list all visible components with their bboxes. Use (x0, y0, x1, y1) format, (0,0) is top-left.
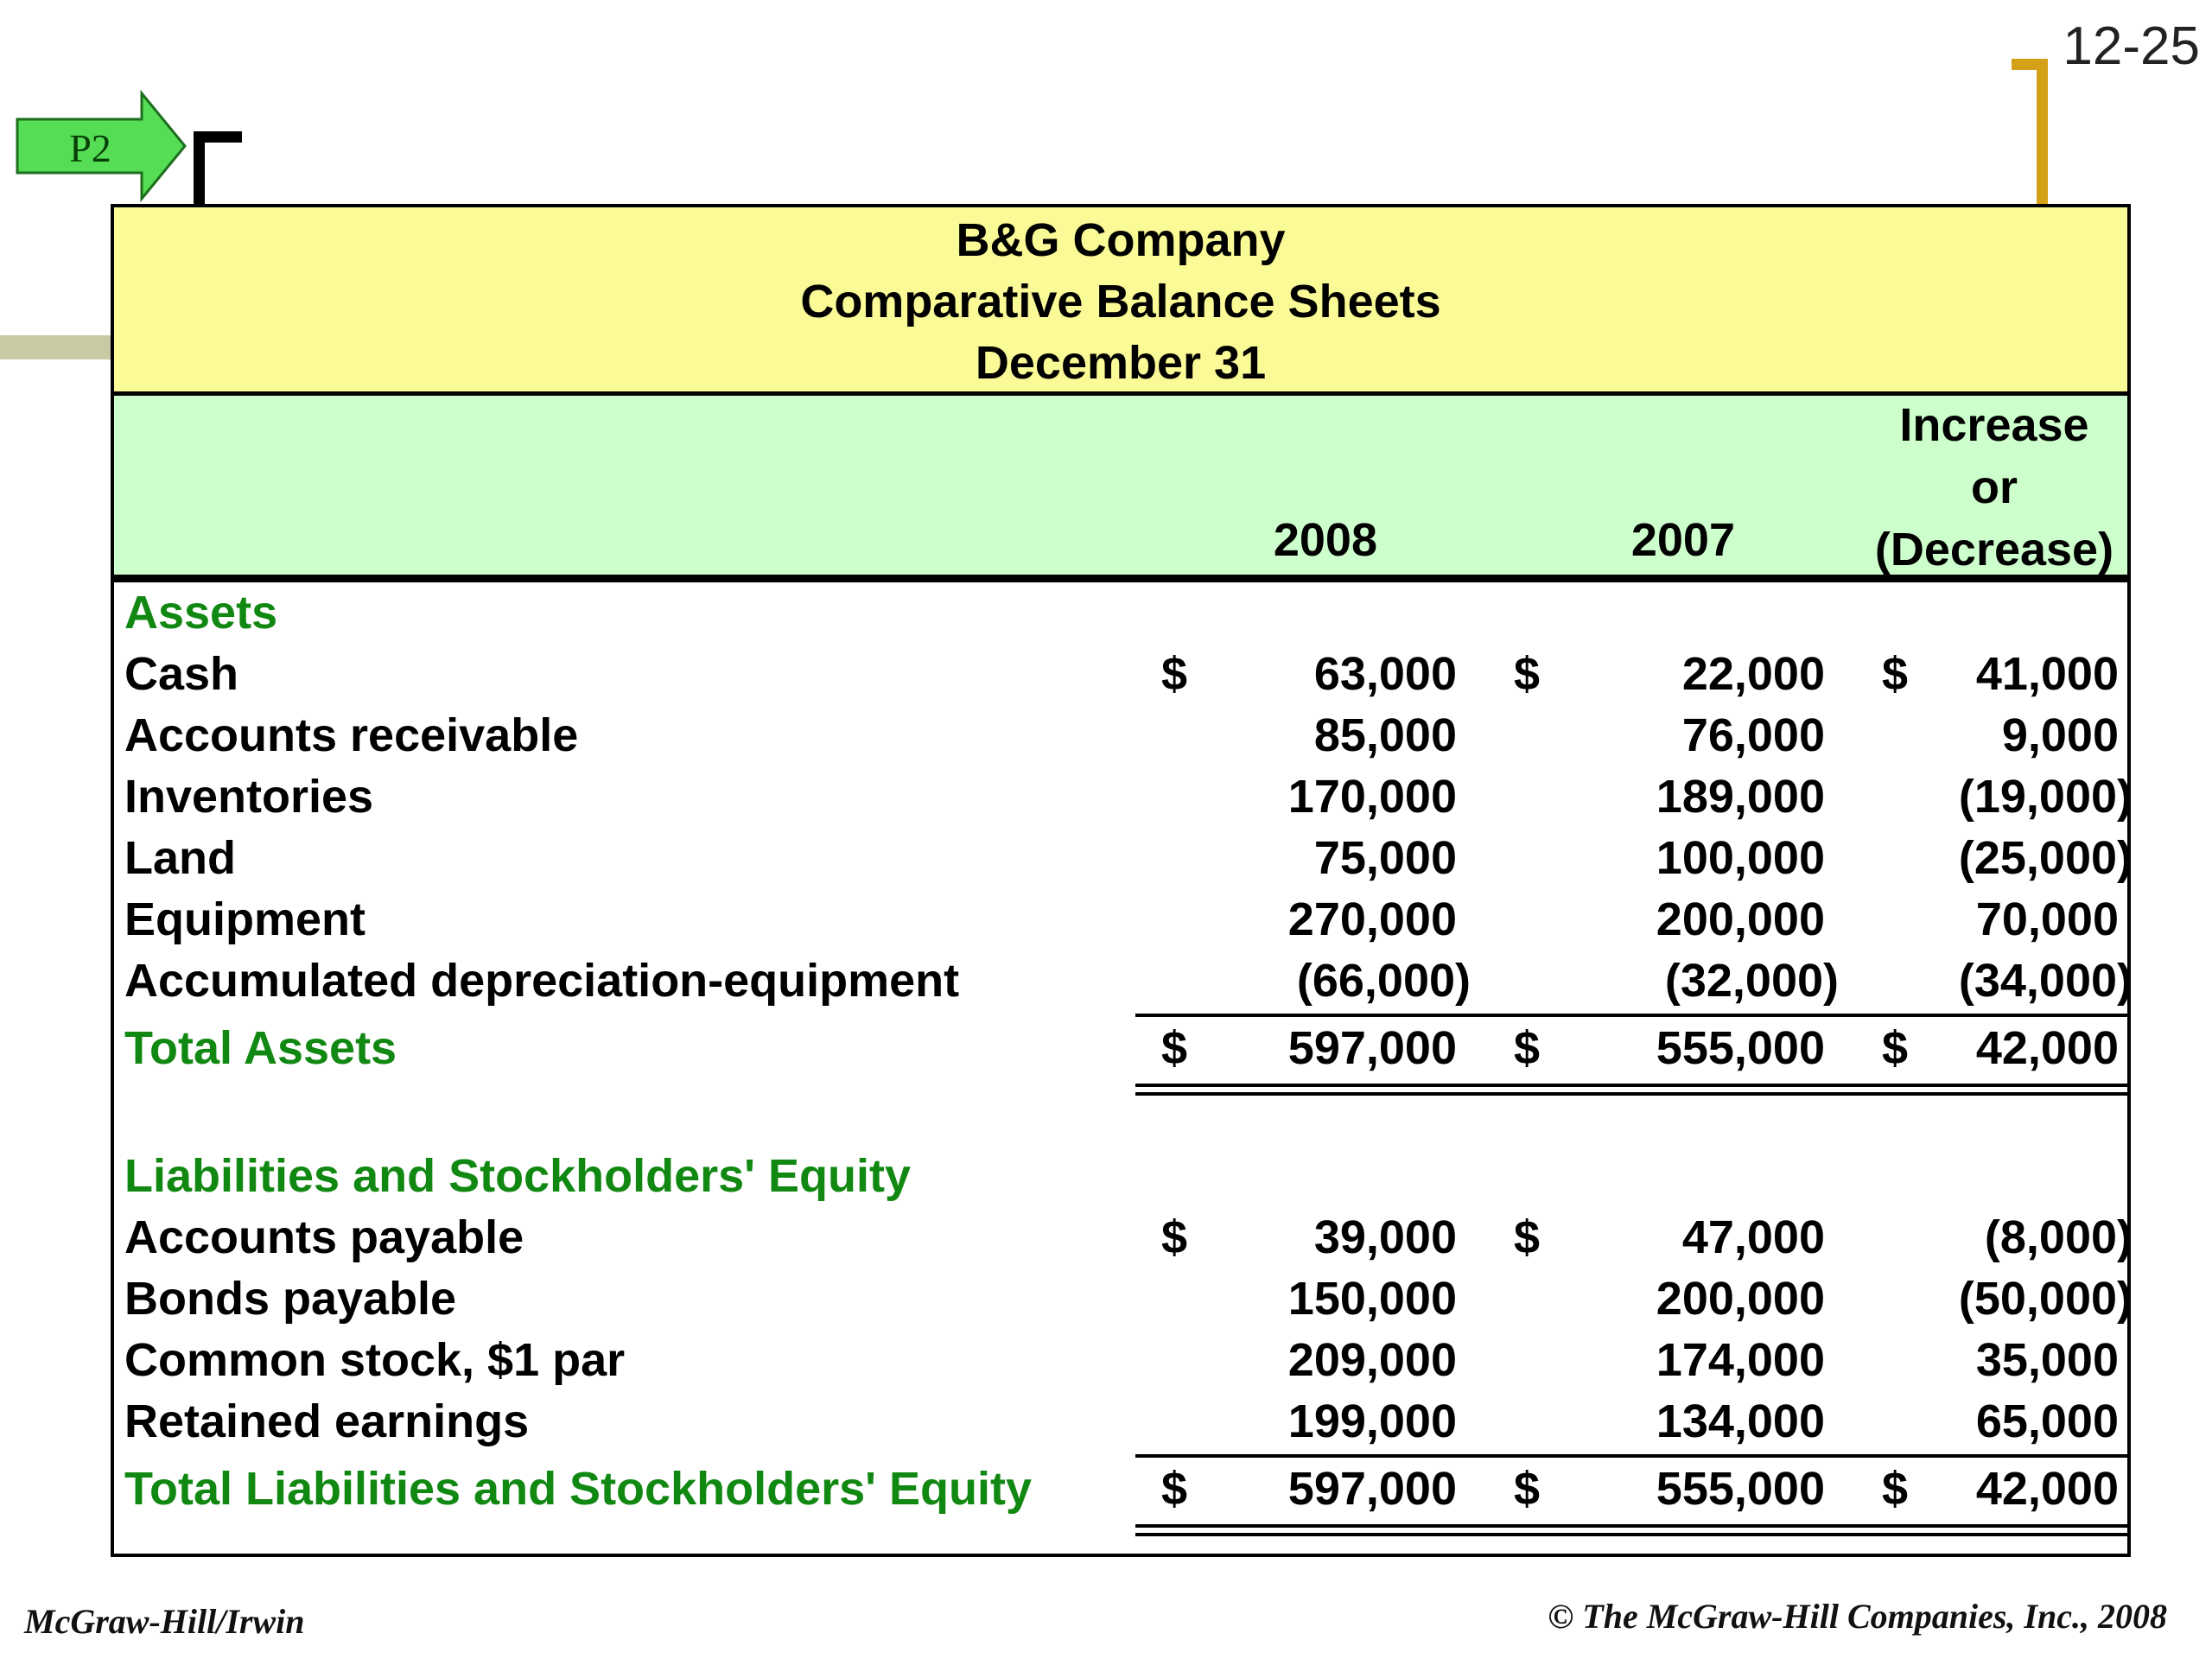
value-2007: 200,000 (1656, 1273, 1825, 1325)
table-row (114, 889, 2127, 950)
currency-symbol: $ (1514, 1211, 1541, 1263)
learning-objective-tag: P2 (69, 126, 111, 170)
value-2007: 200,000 (1656, 893, 1825, 945)
value-change: 35,000 (1975, 1334, 2119, 1386)
table-row (114, 1391, 2127, 1452)
value-change: (25,000) (1958, 832, 2133, 884)
value-2007: 76,000 (1681, 709, 1825, 761)
value-2007: 174,000 (1656, 1334, 1825, 1386)
company-name: B&G Company (956, 214, 1286, 266)
value-change: 41,000 (1975, 648, 2119, 700)
decorative-gold-bracket (2012, 59, 2048, 204)
statement-date: December 31 (975, 337, 1267, 389)
value-change: (19,000) (1958, 771, 2133, 823)
double-rule-bottom (1135, 1092, 2127, 1096)
subtotal-rule (1135, 1014, 2127, 1017)
value-2008: 85,000 (1313, 709, 1457, 761)
value-2007: 47,000 (1681, 1211, 1825, 1263)
row-label: Common stock, $1 par (124, 1334, 626, 1386)
table-row (114, 766, 2133, 828)
change-header-line1: Increase (1899, 399, 2089, 451)
row-label: Total Liabilities and Stockholders' Equity (124, 1463, 1032, 1515)
total-liabilities-row (114, 1459, 2127, 1520)
decorative-side-bar (0, 335, 114, 359)
value-2008: 39,000 (1313, 1211, 1457, 1263)
currency-symbol: $ (1161, 648, 1188, 700)
value-2007: 189,000 (1656, 771, 1825, 823)
value-2007: 555,000 (1656, 1022, 1825, 1074)
row-label: Bonds payable (124, 1273, 457, 1325)
table-row (114, 1207, 2133, 1268)
slide-number: 12-25 (2063, 16, 2200, 76)
value-2008: 199,000 (1287, 1395, 1457, 1447)
currency-symbol: $ (1882, 1463, 1909, 1515)
copyright-footer: © The McGraw-Hill Companies, Inc., 2008 (1548, 1597, 2167, 1636)
section-heading: Liabilities and Stockholders' Equity (124, 1150, 912, 1202)
table-row (114, 950, 2133, 1012)
statement-name: Comparative Balance Sheets (800, 276, 1441, 327)
currency-symbol: $ (1514, 1022, 1541, 1074)
table-row (114, 644, 2127, 705)
table-row (114, 828, 2133, 889)
value-change: 9,000 (2001, 709, 2119, 761)
row-label: Cash (124, 648, 239, 700)
row-label: Accounts payable (124, 1211, 524, 1263)
row-label: Land (124, 832, 236, 884)
value-change: (34,000) (1958, 955, 2133, 1007)
row-label: Total Assets (124, 1022, 397, 1074)
double-rule-top (1135, 1084, 2127, 1087)
double-rule-bottom (1135, 1533, 2127, 1536)
value-change: (8,000) (1984, 1211, 2133, 1263)
value-2008: 270,000 (1287, 893, 1457, 945)
value-2007: 555,000 (1656, 1463, 1825, 1515)
value-2007: 22,000 (1681, 648, 1825, 700)
value-change: 42,000 (1975, 1022, 2119, 1074)
value-2008: 75,000 (1313, 832, 1457, 884)
column-header-2008: 2008 (1273, 514, 1377, 566)
subtotal-rule (1135, 1454, 2127, 1458)
double-rule-top (1135, 1524, 2127, 1528)
assets-heading-row (114, 582, 2127, 644)
value-2008: 150,000 (1287, 1273, 1457, 1325)
value-2007: (32,000) (1664, 955, 1839, 1007)
change-header-line2: or (1971, 461, 2018, 513)
column-header-row (114, 396, 2127, 582)
total-assets-row (114, 1018, 2127, 1079)
column-header-change (1865, 394, 2124, 581)
value-change: 65,000 (1975, 1395, 2119, 1447)
row-label: Accumulated depreciation-equipment (124, 955, 960, 1007)
change-header-line3: (Decrease) (1874, 524, 2114, 575)
row-label: Inventories (124, 771, 374, 823)
statement-title (114, 207, 2127, 396)
currency-symbol: $ (1882, 648, 1909, 700)
value-2008: 597,000 (1287, 1463, 1457, 1515)
column-header-2007: 2007 (1630, 514, 1735, 566)
row-label: Accounts receivable (124, 709, 579, 761)
value-2008: 597,000 (1287, 1022, 1457, 1074)
value-change: 70,000 (1975, 893, 2119, 945)
currency-symbol: $ (1161, 1211, 1188, 1263)
value-2008: (66,000) (1296, 955, 1471, 1007)
value-2007: 100,000 (1656, 832, 1825, 884)
currency-symbol: $ (1161, 1463, 1188, 1515)
liabilities-heading-row (114, 1146, 2127, 1207)
value-2008: 63,000 (1313, 648, 1457, 700)
value-2008: 209,000 (1287, 1334, 1457, 1386)
section-heading: Assets (124, 587, 278, 639)
currency-symbol: $ (1514, 1463, 1541, 1515)
value-2007: 134,000 (1656, 1395, 1825, 1447)
value-2008: 170,000 (1287, 771, 1457, 823)
value-change: 42,000 (1975, 1463, 2119, 1515)
row-label: Equipment (124, 893, 365, 945)
currency-symbol: $ (1514, 648, 1541, 700)
table-row (114, 1268, 2133, 1330)
value-change: (50,000) (1958, 1273, 2133, 1325)
decorative-black-bracket (194, 131, 242, 204)
row-label: Retained earnings (124, 1395, 530, 1447)
balance-sheet (111, 204, 2131, 1557)
table-row (114, 705, 2127, 766)
table-row (114, 1330, 2127, 1391)
currency-symbol: $ (1882, 1022, 1909, 1074)
publisher-footer: McGraw-Hill/Irwin (24, 1602, 305, 1641)
currency-symbol: $ (1161, 1022, 1188, 1074)
